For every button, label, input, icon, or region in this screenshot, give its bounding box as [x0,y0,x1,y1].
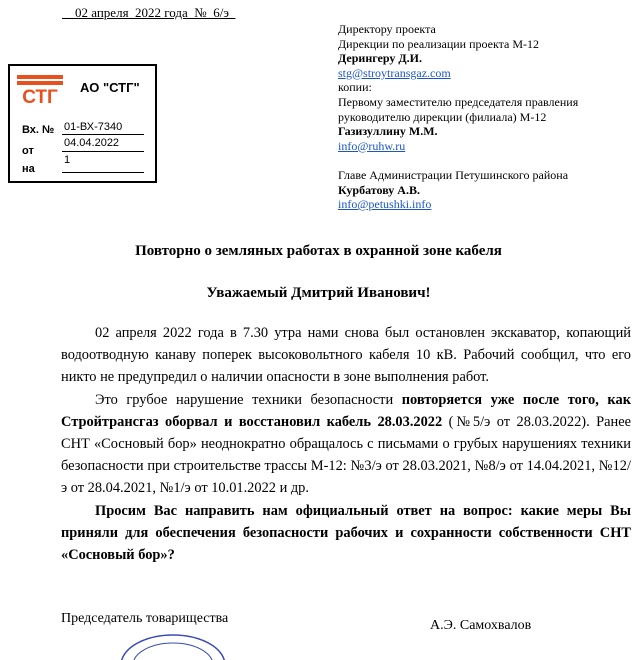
addressee-block [338,22,633,212]
addressee-line: Первому заместителю председателя правления [338,94,579,109]
text-run: (№5/э от 28.03.2022). Ранее СНТ «Сосновый бор» неоднократно обращалось с письмами о грубых нарушениях техники безопасности при строительстве трассы М-12: №3/э от 28.03.2021, №8/э от 14.04.2021, №12/э от 28.04.2021, №1/э от 10.01.2022 и др. [61,413,631,497]
addressee-line: Главе Администрации Петушинского района [338,167,569,182]
signature-title: Председатель товарищества [61,611,229,626]
registration-stamp [8,64,157,183]
signature-name: А.Э. Самохвалов [430,618,532,633]
letter-body [61,322,631,566]
addressee-name: Курбатову А.В. [338,182,420,197]
stamp-underline [62,134,144,135]
incoming-number-label: Вх. № [22,124,55,136]
bold-text-run: повторяется уже после того, как Стройтрансгаз оборвал и восстановил кабель 28.03.2022 [61,391,631,430]
stamp-underline [62,172,144,173]
addressee-name: Газизуллину М.М. [338,124,438,139]
request-paragraph: Просим Вас направить нам официальный ответ на вопрос: какие меры Вы приняли для обеспечения безопасности рабочих и сохранности собственности СНТ «Сосновый бор»? [61,502,631,564]
date-label: от [22,145,34,157]
stg-logo-icon [17,75,63,105]
email-link[interactable]: stg@stroytransgaz.com [338,65,451,80]
stamp-company: АО "СТГ" [80,80,140,95]
addressee-line: руководителю дирекции (филиала) М-12 [338,109,547,124]
addressee-line: Директору проекта [338,22,436,36]
body-paragraph: 02 апреля 2022 года в 7.30 утра нами снова был остановлен экскаватор, копающий водоотводную канаву поперек высоковольтного кабеля 10 кВ. Рабочий сообщил, что его никто не предупредил о наличии опасности в зоне выполнения работ. [61,325,631,386]
incoming-number-value: 01-ВХ-7340 [64,121,123,133]
email-link[interactable]: info@ruhw.ru [338,138,406,153]
sheets-label: на [22,163,35,175]
email-link[interactable]: info@petushki.info [338,197,432,212]
incoming-date-value: 04.04.2022 [64,137,120,149]
stamp-underline [62,151,144,152]
letter-date-number: __02 апреля_2022 года №_6/э_ [62,5,236,20]
addressee-name: Дерингеру Д.И. [338,51,422,66]
letter-subject: Повторно о земляных работах в охранной зоне кабеля [135,243,502,259]
logo-text: СТГ [22,87,58,105]
spacer [338,153,633,168]
greeting: Уважаемый Дмитрий Иванович! [206,285,431,301]
copies-label: копии: [338,80,372,95]
body-paragraph [61,389,631,500]
sheets-value: 1 [64,154,71,166]
addressee-line: Дирекции по реализации проекта М-12 [338,36,540,51]
text-run: Это грубое нарушение техники безопасности [95,391,402,408]
